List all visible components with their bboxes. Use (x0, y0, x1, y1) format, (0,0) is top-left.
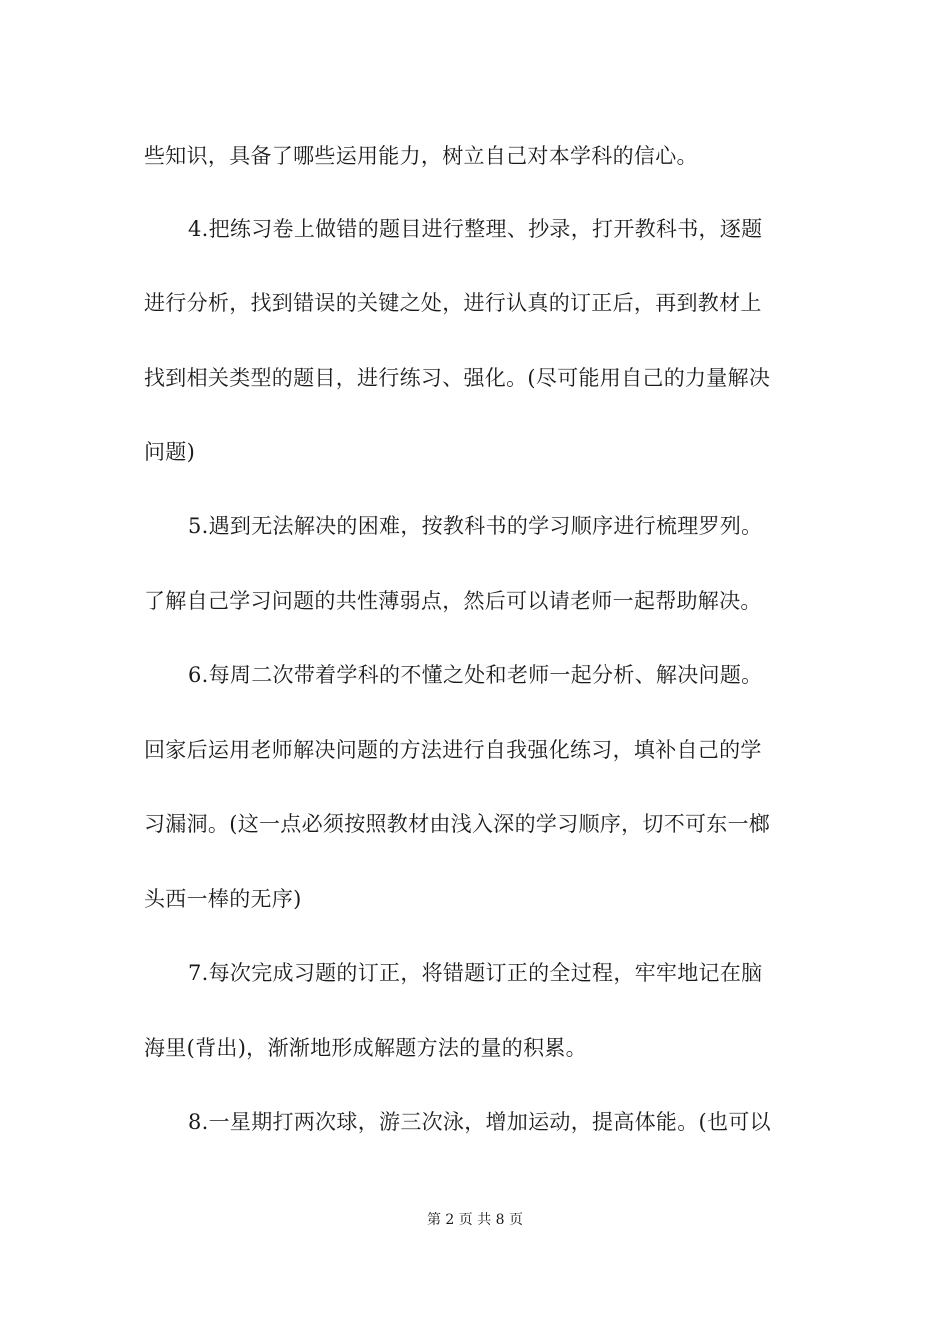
text-line: 进行分析，找到错误的关键之处，进行认真的订正后，再到教材上 (144, 291, 762, 315)
page-footer: 第 2 页 共 8 页 (426, 1212, 524, 1228)
text-line: 问题) (144, 440, 196, 464)
text-line: 习漏洞。(这一点必须按照教材由浅入深的学习顺序，切不可东一榔 (144, 812, 771, 836)
text-line: 回家后运用老师解决问题的方法进行自我强化练习，填补自己的学 (144, 738, 762, 762)
text-line: 了解自己学习问题的共性薄弱点，然后可以请老师一起帮助解决。 (144, 589, 762, 613)
text-line: 找到相关类型的题目，进行练习、强化。(尽可能用自己的力量解决 (144, 366, 771, 390)
text-line: 6.每周二次带着学科的不懂之处和老师一起分析、解决问题。 (188, 663, 763, 687)
text-line: 4.把练习卷上做错的题目进行整理、抄录，打开教科书，逐题 (188, 217, 763, 241)
text-line: 5.遇到无法解决的困难，按教科书的学习顺序进行梳理罗列。 (188, 514, 763, 538)
text-line: 些知识，具备了哪些运用能力，树立自己对本学科的信心。 (144, 144, 698, 168)
text-line: 8.一星期打两次球，游三次泳，增加运动，提高体能。(也可以 (188, 1110, 771, 1134)
text-line: 7.每次完成习题的订正，将错题订正的全过程，牢牢地记在脑 (188, 961, 763, 985)
text-line: 头西一棒的无序) (144, 887, 302, 911)
text-line: 海里(背出)，渐渐地形成解题方法的量的积累。 (144, 1036, 587, 1060)
